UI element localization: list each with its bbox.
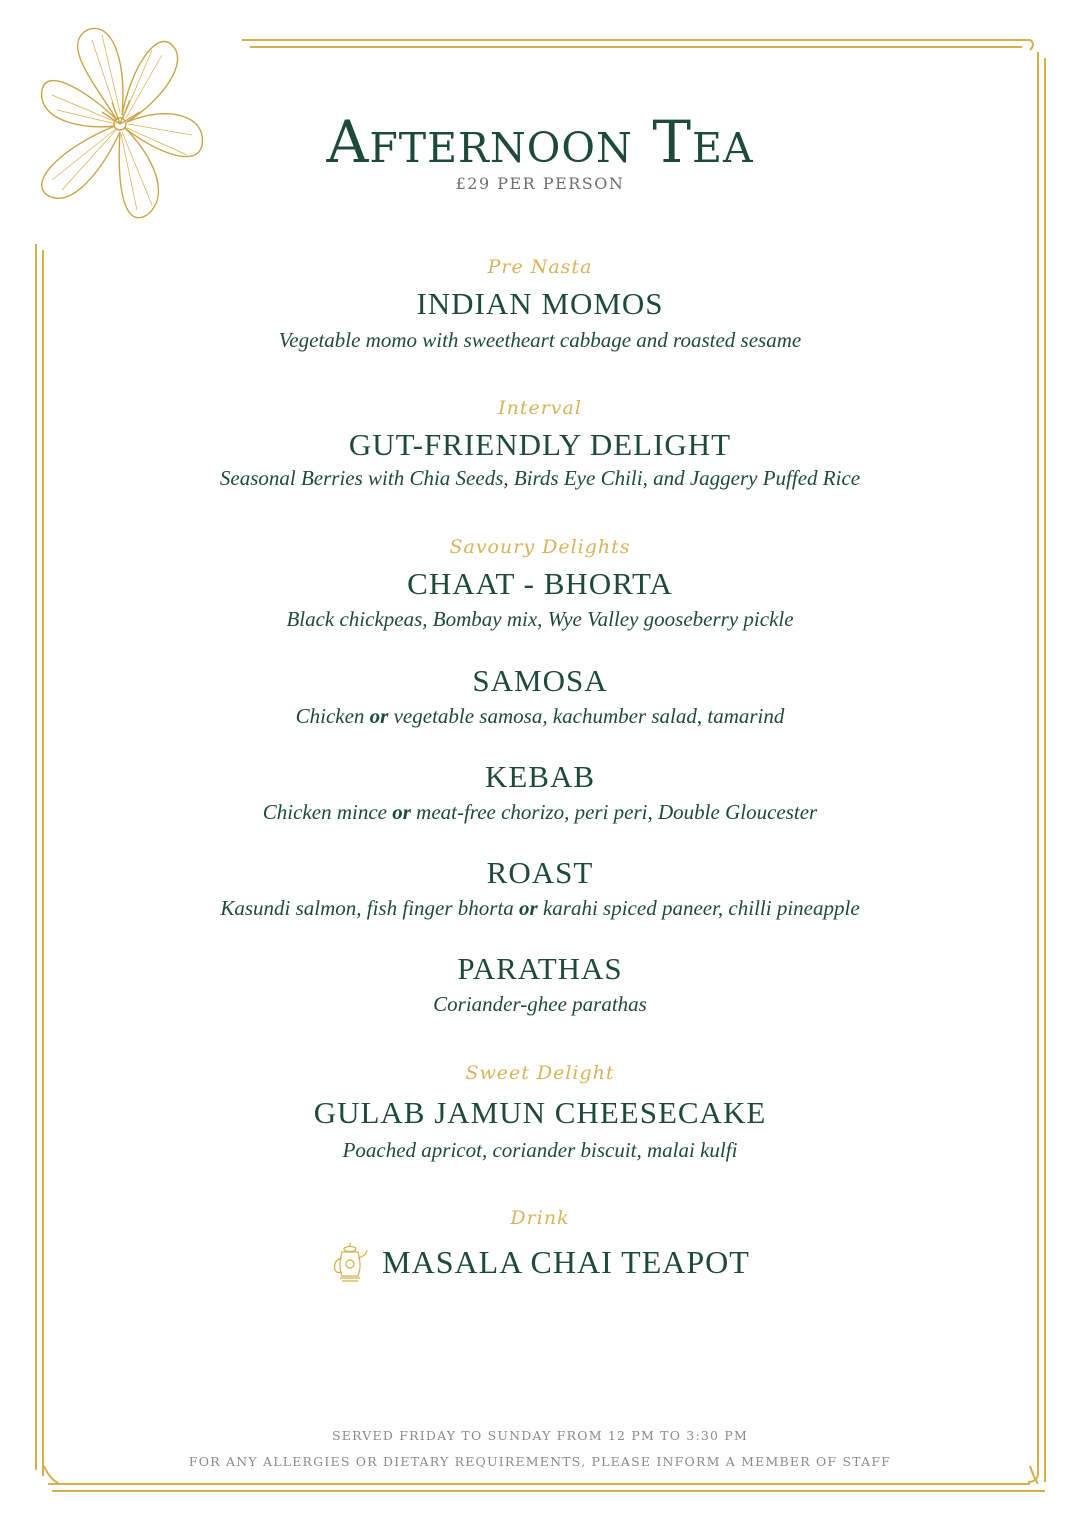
dish-name: ROAST xyxy=(486,855,594,890)
category-label-pre-nasta: Pre Nasta xyxy=(487,256,593,278)
dish-description xyxy=(0,896,1080,921)
dish-name: INDIAN MOMOS xyxy=(416,286,664,321)
dish-name: GULAB JAMUN CHEESECAKE xyxy=(313,1095,767,1130)
menu-title: Afternoon Tea xyxy=(326,108,754,176)
dish-name: KEBAB xyxy=(484,759,596,794)
dish-description: Coriander-ghee parathas xyxy=(433,992,647,1016)
dish-description: Seasonal Berries with Chia Seeds, Birds Eye Chili, and Jaggery Puffed Rice xyxy=(219,466,861,490)
dish-description: Poached apricot, coriander biscuit, malai kulfi xyxy=(342,1138,738,1162)
footer-allergy-note: FOR ANY ALLERGIES OR DIETARY REQUIREMENTS, PLEASE INFORM A MEMBER OF STAFF xyxy=(188,1454,892,1469)
menu-price: £29 PER PERSON xyxy=(455,174,625,193)
dish-description xyxy=(0,800,1080,825)
drink-item xyxy=(0,1240,1080,1284)
desc-or: or xyxy=(519,896,538,920)
dish-description: Vegetable momo with sweetheart cabbage and roasted sesame xyxy=(278,328,802,352)
dish-name: CHAAT - BHORTA xyxy=(407,566,673,601)
desc-part: Chicken xyxy=(295,704,370,728)
category-label-drink: Drink xyxy=(510,1207,570,1229)
category-label-savoury: Savoury Delights xyxy=(449,536,631,558)
desc-or: or xyxy=(392,800,411,824)
dish-name: GUT-FRIENDLY DELIGHT xyxy=(348,427,732,462)
desc-part: meat-free chorizo, peri peri, Double Gloucester xyxy=(410,800,818,824)
desc-part: karahi spiced paneer, chilli pineapple xyxy=(537,896,860,920)
teapot-icon xyxy=(330,1240,370,1284)
dish-name: SAMOSA xyxy=(472,663,608,698)
desc-or: or xyxy=(369,704,389,728)
dish-description: Black chickpeas, Bombay mix, Wye Valley gooseberry pickle xyxy=(286,607,794,631)
dish-description xyxy=(0,704,1080,729)
dish-name: MASALA CHAI TEAPOT xyxy=(382,1243,750,1280)
desc-part: vegetable samosa, kachumber salad, tamarind xyxy=(388,704,785,728)
footer-serving-times: SERVED FRIDAY TO SUNDAY FROM 12 PM TO 3:30 PM xyxy=(332,1428,748,1443)
desc-part: Kasundi salmon, fish finger bhorta xyxy=(220,896,520,920)
category-label-interval: Interval xyxy=(498,397,582,419)
desc-part: Chicken mince xyxy=(262,800,393,824)
dish-name: PARATHAS xyxy=(457,951,623,986)
category-label-sweet: Sweet Delight xyxy=(465,1062,615,1084)
